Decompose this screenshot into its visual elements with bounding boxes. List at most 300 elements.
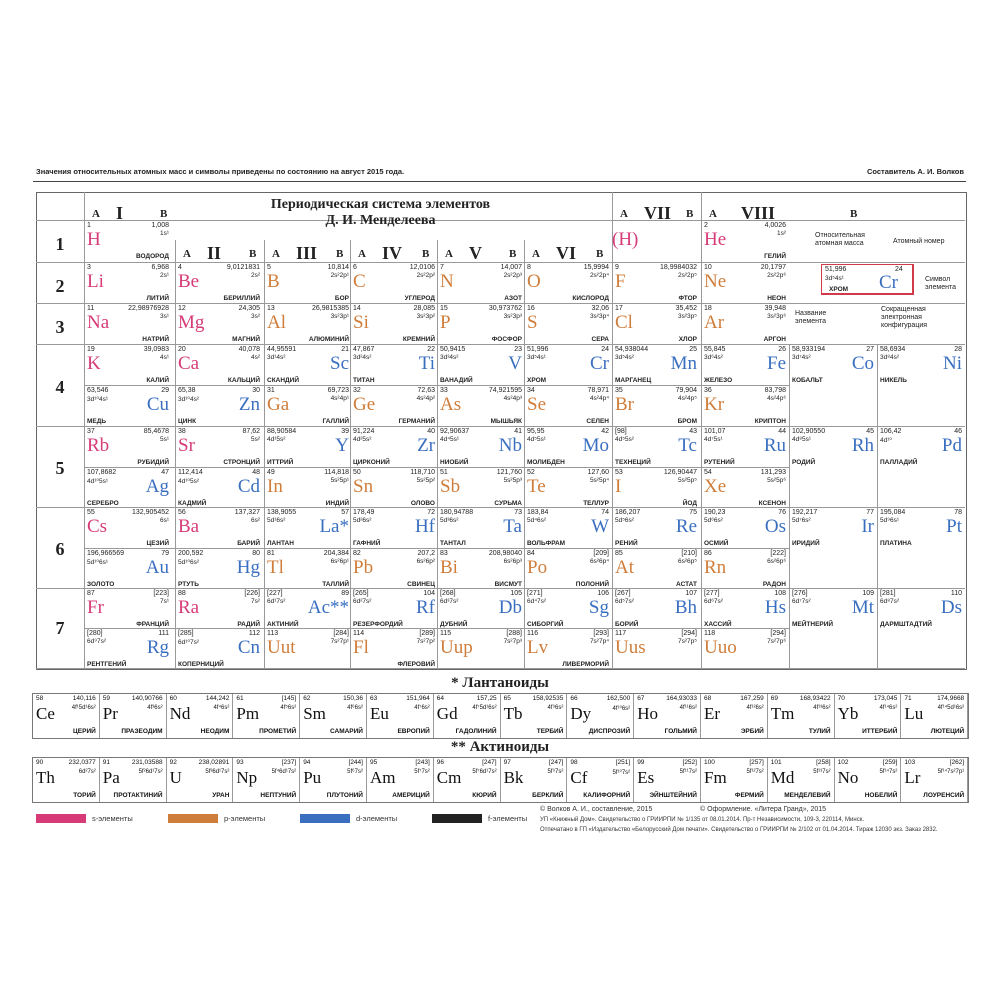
- element-m: 51,996: [527, 346, 549, 353]
- element-sym: Uuo: [704, 637, 737, 658]
- element-sym: Tm: [770, 704, 795, 723]
- lanthanides-row: [32, 693, 969, 739]
- element-m: [247]: [548, 759, 564, 766]
- element-cell: [264, 589, 352, 629]
- element-z: 74: [601, 509, 609, 516]
- element-cfg: 3d⁷4s²: [792, 354, 811, 361]
- element-m: [145]: [281, 695, 297, 702]
- element-z: 40: [427, 428, 435, 435]
- group-subgroup-a: A: [620, 208, 628, 220]
- element-m: 47,867: [353, 346, 375, 353]
- title-line2: Д. И. Менделеева: [325, 213, 436, 228]
- element-sym: Co: [851, 353, 874, 374]
- element-cell: [84, 386, 172, 426]
- element-cell: [877, 345, 965, 385]
- element-z: 88: [178, 590, 186, 597]
- element-cfg: 7s²7p¹: [330, 638, 349, 645]
- element-z: 100: [704, 759, 715, 766]
- element-z: 51: [440, 469, 448, 476]
- element-sym: P: [440, 312, 451, 333]
- element-sym: H: [87, 229, 101, 250]
- group-number: VI: [556, 243, 577, 263]
- element-sym: Es: [637, 768, 655, 787]
- element-z: 48: [252, 469, 260, 476]
- element-sym: Fm: [704, 768, 727, 787]
- element-z: 87: [87, 590, 95, 597]
- element-cell: [84, 589, 172, 629]
- element-cell: [175, 468, 263, 508]
- element-cfg: 3s¹: [159, 313, 169, 320]
- element-name: МОЛИБДЕН: [527, 459, 565, 466]
- element-name: КАЛИФОРНИЙ: [583, 792, 631, 799]
- element-cell: [84, 508, 172, 548]
- element-sym: Rn: [704, 557, 727, 578]
- element-z: 103: [904, 759, 916, 766]
- element-name: ЛАНТАН: [267, 540, 294, 547]
- element-z: 19: [87, 346, 95, 353]
- element-m: 74,921595: [488, 387, 522, 394]
- element-sym: Dy: [570, 704, 592, 723]
- element-z: 69: [770, 695, 779, 702]
- element-m: 12,0106: [409, 264, 435, 271]
- element-z: 73: [514, 509, 522, 516]
- element-m: 168,93422: [799, 695, 831, 702]
- element-m: [288]: [506, 630, 522, 637]
- element-m: [267]: [615, 590, 631, 597]
- element-name: БЕРКЛИЙ: [532, 792, 564, 799]
- period-label: 6: [55, 539, 65, 559]
- element-sym: Ca: [178, 353, 200, 374]
- element-name: ФЕРМИЙ: [734, 792, 764, 799]
- element-cell: [350, 629, 438, 669]
- element-name: ИНДИЙ: [325, 500, 349, 507]
- element-m: [293]: [593, 630, 609, 637]
- element-cfg: 4d⁵5s²: [615, 436, 634, 443]
- element-cfg: 4f¹⁴5d¹6s²: [937, 705, 965, 711]
- element-sym: B: [267, 271, 280, 292]
- element-cfg: 3s²3p¹: [330, 313, 349, 320]
- element-z: 53: [615, 469, 623, 476]
- element-cell: [437, 589, 525, 629]
- element-z: 67: [637, 695, 645, 702]
- element-z: 39: [341, 428, 349, 435]
- element-sym: Nd: [169, 704, 191, 723]
- element-sym: Pb: [353, 557, 374, 578]
- f-element-cell: [567, 694, 634, 738]
- element-z: 117: [615, 630, 627, 637]
- element-cfg: 6d³7s²: [440, 598, 459, 605]
- element-name: БЕРИЛЛИЙ: [223, 295, 260, 302]
- footer-publisher: УП «Книжный Дом». Свидетельство о ГРИИРПИ № 1/135 от 08.01.2014. Пр-т Независимости, 109-3, 220114, Минск.: [540, 817, 864, 823]
- f-element-cell: [768, 758, 835, 802]
- element-m: 50,9415: [440, 346, 466, 353]
- group-number: VII: [644, 203, 672, 223]
- element-cell: [612, 468, 700, 508]
- element-sym: Te: [527, 476, 546, 497]
- element-name: ВИСМУТ: [494, 581, 522, 588]
- element-cfg: 4f³6s²: [147, 705, 163, 711]
- element-m: 88,90584: [267, 428, 297, 435]
- element-m: 186,207: [615, 509, 641, 516]
- element-cfg: 4d²5s²: [353, 436, 372, 443]
- element-z: 65: [503, 695, 511, 702]
- element-name: ЭЙНШТЕЙНИЙ: [649, 792, 697, 799]
- element-cell: [701, 263, 789, 303]
- element-cfg: 6d⁵7s²: [615, 598, 634, 605]
- element-z: 25: [689, 346, 697, 353]
- element-name: ДАРМШТАДТИЙ: [880, 621, 932, 628]
- element-cfg: 7s²7p³: [503, 638, 522, 645]
- element-name: НАТРИЙ: [142, 336, 169, 343]
- element-name: ВОДОРОД: [135, 253, 169, 260]
- element-m: 151,964: [406, 695, 430, 702]
- element-cfg: 6d²7s²: [78, 769, 96, 775]
- element-name: РАДОН: [762, 581, 786, 588]
- element-z: 115: [440, 630, 452, 637]
- element-sym: Ne: [704, 271, 727, 292]
- element-m: 30,973762: [488, 305, 522, 312]
- element-cfg: 6s²6p³: [503, 558, 522, 565]
- element-name: РЕНТГЕНИЙ: [87, 661, 127, 668]
- element-sym: O: [527, 271, 541, 292]
- element-sym: Rg: [146, 637, 169, 658]
- element-cfg: 5d⁷6s²: [792, 517, 811, 524]
- element-m: 132,905452: [132, 509, 169, 516]
- element-m: 54,938044: [615, 346, 649, 353]
- element-name: СИБОРГИЙ: [527, 621, 564, 628]
- element-z: 108: [774, 590, 786, 597]
- element-m: 183,84: [527, 509, 549, 516]
- element-sym: Au: [145, 557, 169, 578]
- element-z: 45: [866, 428, 874, 435]
- element-m: 44,95591: [267, 346, 297, 353]
- element-cell: [701, 629, 789, 669]
- element-z: 89: [341, 590, 349, 597]
- element-z: 83: [440, 550, 448, 557]
- element-m: 140,90766: [131, 695, 163, 702]
- element-name: НИОБИЙ: [440, 459, 469, 466]
- element-z: 72: [427, 509, 435, 516]
- element-cell: [789, 427, 877, 467]
- element-sym: Ho: [637, 704, 658, 723]
- element-m: 14,007: [500, 264, 522, 271]
- element-cfg: 5s¹: [159, 436, 169, 443]
- element-sym: Mo: [582, 435, 609, 456]
- element-z: 50: [353, 469, 361, 476]
- element-m: 238,02891: [198, 759, 230, 766]
- element-sym: Lv: [527, 637, 549, 658]
- element-cfg: 3s²3p²: [416, 313, 435, 320]
- element-z: 118: [704, 630, 716, 637]
- element-cfg: 5f³6d¹7s²: [205, 769, 230, 775]
- element-cfg: 5f⁹7s²: [547, 769, 564, 775]
- element-sym: Rb: [87, 435, 110, 456]
- element-m: 178,49: [353, 509, 375, 516]
- period-label: 1: [55, 234, 65, 254]
- element-sym: Hg: [236, 557, 260, 578]
- element-sym: Rf: [416, 597, 435, 618]
- element-cell: [789, 345, 877, 385]
- element-name: ОЛОВО: [410, 500, 435, 507]
- actinides-title: ** Актиноиды: [450, 739, 550, 755]
- element-cfg: 5d⁹6s¹: [880, 517, 900, 524]
- element-name: АКТИНИЙ: [267, 621, 299, 628]
- element-cfg: 4d¹⁰5s¹: [87, 478, 109, 485]
- element-cell: [437, 508, 525, 548]
- element-sym: Mt: [851, 597, 874, 618]
- element-sym: No: [837, 768, 859, 787]
- element-name: СЕРЕБРО: [87, 500, 119, 507]
- element-m: [98]: [615, 428, 627, 435]
- element-z: 104: [423, 590, 435, 597]
- element-m: 144,242: [205, 695, 230, 702]
- element-z: 27: [866, 346, 874, 353]
- element-cell: [437, 549, 525, 589]
- element-cfg: 5f¹¹7s²: [679, 769, 697, 775]
- element-cell: [175, 386, 263, 426]
- element-name: ДУБНИЙ: [440, 621, 468, 628]
- f-element-cell: [901, 694, 968, 738]
- element-sym: Ba: [178, 516, 200, 537]
- element-m: 58,933194: [792, 346, 826, 353]
- element-name: БОРИЙ: [615, 621, 639, 628]
- f-element-cell: [434, 758, 501, 802]
- element-cfg: 4s²4p²: [416, 395, 435, 402]
- element-sym: Fr: [87, 597, 104, 618]
- element-name: МАРГАНЕЦ: [615, 377, 652, 384]
- element-sym: Bk: [503, 768, 524, 787]
- element-z: 30: [252, 387, 260, 394]
- element-z: 59: [102, 695, 111, 702]
- element-m: 6,968: [151, 264, 169, 271]
- element-z: 97: [503, 759, 511, 766]
- period-label: 2: [55, 276, 65, 296]
- element-cfg: 3d²4s²: [353, 354, 372, 361]
- element-sym: Zr: [417, 435, 435, 456]
- element-sym: Lu: [904, 704, 924, 723]
- f-element-cell: [33, 694, 100, 738]
- element-cfg: 1s²: [776, 230, 786, 237]
- element-cell: [437, 345, 525, 385]
- element-z: 66: [570, 695, 578, 702]
- legend-color-swatch: [432, 814, 482, 823]
- group-subgroup-b: B: [336, 248, 344, 260]
- element-cell: [877, 427, 965, 467]
- element-cell: [175, 263, 263, 303]
- element-cfg: 4f¹²6s²: [746, 705, 764, 711]
- element-name: СУРЬМА: [494, 500, 522, 507]
- element-name: РУБИДИЙ: [137, 459, 169, 466]
- element-cfg: 3d¹4s²: [267, 354, 286, 361]
- group-subgroup-b: B: [686, 208, 694, 220]
- element-m: [277]: [704, 590, 720, 597]
- element-m: 157,25: [476, 695, 497, 702]
- element-sym: Db: [498, 597, 522, 618]
- element-z: 35: [615, 387, 623, 394]
- element-cfg: 3s²: [250, 313, 260, 320]
- element-cell: [701, 508, 789, 548]
- legend-name-label: Название элемента: [795, 310, 827, 325]
- element-cell: [264, 427, 352, 467]
- element-z: 22: [427, 346, 435, 353]
- element-cfg: 4f¹¹6s²: [679, 705, 697, 711]
- legend-example-cfg: 3d⁵4s¹: [825, 275, 844, 282]
- f-element-cell: [701, 758, 768, 802]
- element-m: [271]: [527, 590, 543, 597]
- element-m: 65,38: [178, 387, 196, 394]
- element-z: 55: [87, 509, 95, 516]
- element-sym: Re: [675, 516, 697, 537]
- f-element-cell: [768, 694, 835, 738]
- element-m: 150,36: [343, 695, 363, 702]
- element-z: 98: [570, 759, 578, 766]
- element-cfg: 4s²4p⁴: [589, 395, 609, 402]
- element-z: 91: [102, 759, 111, 766]
- element-cfg: 5f⁶7s²: [347, 769, 363, 775]
- element-m: 121,760: [496, 469, 522, 476]
- element-cfg: 5s²5p³: [503, 477, 522, 484]
- element-name: ЛИТИЙ: [146, 295, 169, 302]
- element-m: 9,0121831: [226, 264, 260, 271]
- element-cell: [612, 304, 700, 344]
- element-sym: Sm: [303, 704, 326, 723]
- element-cfg: 3d⁶4s²: [704, 354, 723, 361]
- element-cell: [437, 386, 525, 426]
- element-m: 20,1797: [760, 264, 786, 271]
- element-sym: Sn: [353, 476, 374, 497]
- element-cell: [264, 508, 352, 548]
- element-cfg: 6d⁷7s²: [792, 598, 811, 605]
- element-z: 15: [440, 305, 448, 312]
- element-cell: [264, 629, 352, 669]
- element-sym: Fe: [767, 353, 786, 374]
- f-element-cell: [300, 758, 367, 802]
- element-m: [280]: [87, 630, 103, 637]
- group-subgroup-b: B: [422, 248, 430, 260]
- element-name: ХАССИЙ: [704, 621, 732, 628]
- element-z: 114: [353, 630, 365, 637]
- element-name: ПРОМЕТИЙ: [259, 728, 297, 735]
- element-cfg: 5f¹²7s²: [746, 769, 764, 775]
- element-cfg: 4f¹5d¹6s²: [71, 705, 96, 711]
- element-sym: Pr: [102, 704, 118, 723]
- element-name: АСТАТ: [676, 581, 697, 588]
- element-cfg: 4d⁷5s¹: [704, 436, 723, 443]
- element-sym: Ru: [763, 435, 786, 456]
- element-m: 114,818: [324, 469, 349, 476]
- element-name: АЛЮМИНИЙ: [308, 336, 349, 343]
- element-cell: [437, 427, 525, 467]
- element-cfg: 3s²3p⁵: [678, 313, 697, 320]
- element-name: МЫШЬЯК: [490, 418, 522, 425]
- element-z: 1: [87, 222, 91, 229]
- element-z: 82: [353, 550, 361, 557]
- element-name: ГЕЛИЙ: [764, 253, 786, 260]
- element-cell: [612, 427, 700, 467]
- element-cfg: 5f⁷7s²: [414, 769, 430, 775]
- element-m: 72,63: [417, 387, 435, 394]
- element-m: [281]: [880, 590, 896, 597]
- element-name: ЦЕЗИЙ: [146, 540, 169, 547]
- hydrogen-repeat-symbol: (H): [612, 229, 639, 250]
- element-sym: Cf: [570, 768, 588, 787]
- element-sym: Am: [370, 768, 396, 787]
- element-name: НЕОДИМ: [200, 728, 230, 735]
- element-cfg: 2s²: [250, 272, 260, 279]
- element-m: 58,6934: [880, 346, 906, 353]
- element-sym: Tl: [267, 557, 284, 578]
- element-sym: Al: [267, 312, 286, 333]
- element-sym: He: [704, 229, 727, 250]
- element-sym: N: [440, 271, 454, 292]
- element-name: ПРОТАКТИНИЙ: [113, 792, 163, 799]
- element-m: [276]: [792, 590, 808, 597]
- element-m: [258]: [816, 759, 831, 766]
- element-m: 18,9984032: [660, 264, 697, 271]
- element-sym: I: [615, 476, 622, 497]
- element-cell: [84, 263, 172, 303]
- element-name: ПЛАТИНА: [880, 540, 912, 547]
- element-name: ЦЕРИЙ: [73, 728, 96, 735]
- element-cfg: 6d⁴7s²: [527, 598, 547, 605]
- element-z: 111: [158, 630, 169, 637]
- element-name: ЙОД: [682, 500, 697, 507]
- element-cell: [701, 549, 789, 589]
- element-cfg: 3s²3p⁶: [767, 313, 786, 320]
- element-m: 158,92535: [532, 695, 564, 702]
- element-sym: In: [267, 476, 283, 497]
- element-sym: S: [527, 312, 538, 333]
- element-z: 36: [704, 387, 712, 394]
- element-name: ДИСПРОЗИЙ: [588, 728, 631, 735]
- element-sym: Y: [335, 435, 349, 456]
- element-z: 92: [169, 759, 177, 766]
- element-m: 28,085: [413, 305, 435, 312]
- element-cell: [701, 386, 789, 426]
- f-element-cell: [835, 758, 902, 802]
- element-m: 85,4678: [143, 428, 169, 435]
- element-m: 208,98040: [488, 550, 522, 557]
- element-sym: Se: [527, 394, 546, 415]
- element-cell: [701, 589, 789, 629]
- element-sym: Pu: [303, 768, 322, 787]
- element-m: 231,03588: [131, 759, 163, 766]
- element-z: 60: [169, 695, 177, 702]
- element-z: 56: [178, 509, 186, 516]
- f-element-cell: [167, 694, 234, 738]
- element-cell: [84, 221, 172, 261]
- element-name: ИРИДИЙ: [792, 540, 820, 547]
- element-sym: Li: [87, 271, 104, 292]
- element-m: 167,259: [740, 695, 764, 702]
- element-cfg: 6s²: [250, 517, 260, 524]
- element-cfg: 3d⁵4s¹: [527, 354, 546, 361]
- element-m: 39,948: [764, 305, 786, 312]
- element-name: ТАЛЛИЙ: [322, 581, 349, 588]
- element-name: МЕНДЕЛЕВИЙ: [784, 792, 831, 799]
- element-name: ГАЛЛИЙ: [322, 418, 349, 425]
- element-cfg: 4s²: [250, 354, 260, 361]
- element-z: 105: [510, 590, 522, 597]
- element-cfg: 5d¹⁰6s²: [178, 559, 200, 566]
- element-z: 12: [178, 305, 186, 312]
- element-name: ЗОЛОТО: [87, 581, 115, 588]
- element-sym: Na: [87, 312, 110, 333]
- element-m: [222]: [770, 550, 786, 557]
- element-name: ТЕХНЕЦИЙ: [615, 459, 651, 466]
- element-sym: Bh: [674, 597, 697, 618]
- element-cfg: 6d⁹7s²: [87, 638, 107, 645]
